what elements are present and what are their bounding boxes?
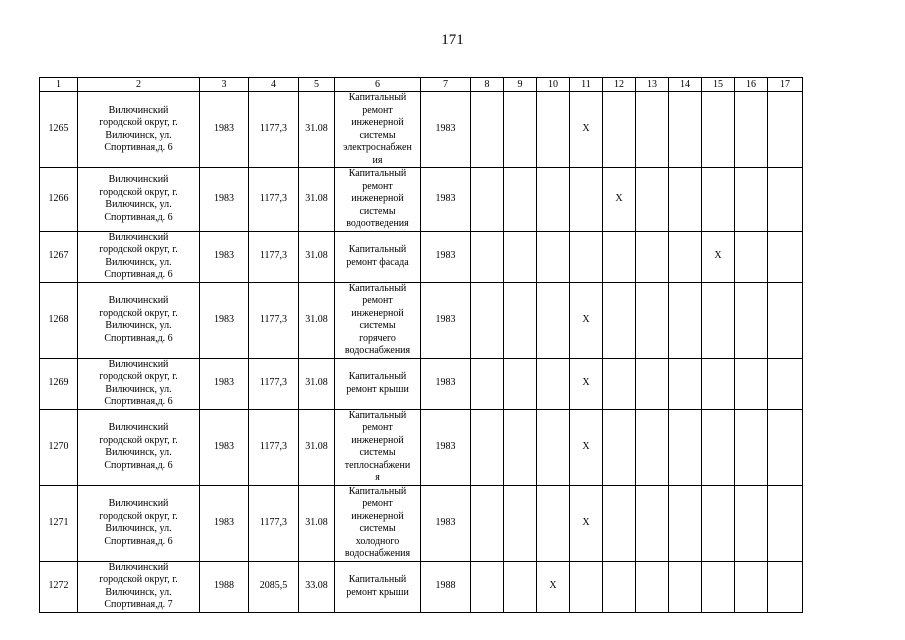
period-cell-16 (735, 92, 768, 168)
period-cell-8 (471, 485, 504, 561)
cell-line: Спортивная,д. 6 (104, 142, 173, 153)
address-cell (78, 358, 200, 409)
cell-line: ремонт крыши (346, 383, 409, 395)
table-row (40, 409, 803, 485)
year-cell: 1983 (421, 168, 471, 232)
period-cell-12 (603, 409, 636, 485)
cell-line: городской округ, г. (99, 307, 178, 319)
period-cell-16 (735, 168, 768, 232)
column-header: 5 (299, 78, 335, 92)
cell-line: ремонт крыши (346, 586, 409, 598)
table-row (40, 92, 803, 168)
cell-line: городской округ, г. (99, 574, 178, 585)
period-cell-12 (603, 231, 636, 282)
cell-line: инженерной (351, 434, 404, 446)
cell-line: горячего (359, 332, 396, 344)
year-cell: 1983 (421, 92, 471, 168)
address-cell (78, 409, 200, 485)
row-number-cell: 1267 (40, 231, 78, 282)
period-cell-14 (669, 168, 702, 232)
column-header: 3 (200, 78, 249, 92)
wear-cell: 31.08 (299, 282, 335, 358)
period-cell-17 (768, 282, 803, 358)
cell-line: инженерной (351, 193, 404, 204)
cell-line: инженерной (351, 510, 404, 522)
cell-line: системы (359, 447, 396, 458)
period-cell-12 (603, 92, 636, 168)
period-cell-10 (537, 231, 570, 282)
build-year-cell: 1983 (200, 485, 249, 561)
cell-line: теплоснабжени (344, 459, 411, 471)
period-cell-10 (537, 282, 570, 358)
cell-line: Вилючинск, ул. (105, 256, 172, 268)
period-cell-14 (669, 485, 702, 561)
period-cell-14 (669, 358, 702, 409)
header-row (40, 78, 803, 92)
period-cell-8 (471, 358, 504, 409)
period-cell-10 (537, 358, 570, 409)
work-type-cell (335, 282, 421, 358)
cell-line: городской округ, г. (99, 244, 178, 255)
column-header: 10 (537, 78, 570, 92)
column-header: 14 (669, 78, 702, 92)
cell-line: Капитальный (348, 409, 407, 421)
cell-line: Вилючинский (108, 104, 169, 116)
cell-line: Вилючинск, ул. (105, 199, 172, 211)
table-row (40, 358, 803, 409)
period-cell-11: Х (570, 409, 603, 485)
period-cell-12 (603, 282, 636, 358)
period-cell-8 (471, 168, 504, 232)
period-cell-16 (735, 485, 768, 561)
year-cell: 1983 (421, 409, 471, 485)
area-cell: 1177,3 (249, 282, 299, 358)
area-cell: 1177,3 (249, 409, 299, 485)
column-header: 15 (702, 78, 735, 92)
cell-line: Вилючинск, ул. (105, 523, 172, 534)
period-cell-11 (570, 168, 603, 232)
work-type-cell (335, 231, 421, 282)
wear-cell: 33.08 (299, 561, 335, 612)
cell-line: системы (359, 320, 396, 331)
column-header: 1 (40, 78, 78, 92)
row-number-cell: 1271 (40, 485, 78, 561)
capital-repair-table (39, 77, 803, 613)
work-type-cell (335, 358, 421, 409)
year-cell: 1988 (421, 561, 471, 612)
column-header: 4 (249, 78, 299, 92)
table-row (40, 231, 803, 282)
period-cell-8 (471, 231, 504, 282)
address-cell (78, 92, 200, 168)
column-header: 9 (504, 78, 537, 92)
period-cell-10 (537, 485, 570, 561)
period-cell-11 (570, 561, 603, 612)
cell-line: Вилючинск, ул. (105, 320, 172, 331)
cell-line: Вилючинский (108, 561, 169, 573)
area-cell: 1177,3 (249, 358, 299, 409)
period-cell-10 (537, 92, 570, 168)
column-header: 12 (603, 78, 636, 92)
cell-line: Капитальный (348, 244, 407, 255)
row-number-cell: 1268 (40, 282, 78, 358)
address-cell (78, 168, 200, 232)
table-row (40, 561, 803, 612)
cell-line: городской округ, г. (99, 371, 178, 382)
period-cell-16 (735, 561, 768, 612)
period-cell-10 (537, 168, 570, 232)
area-cell: 1177,3 (249, 485, 299, 561)
column-header: 13 (636, 78, 669, 92)
cell-line: Вилючинский (108, 422, 169, 433)
area-cell: 1177,3 (249, 231, 299, 282)
period-cell-14 (669, 282, 702, 358)
row-number-cell: 1272 (40, 561, 78, 612)
cell-line: системы (359, 129, 396, 141)
table-row (40, 168, 803, 232)
cell-line: ремонт фасада (346, 256, 409, 268)
period-cell-10 (537, 409, 570, 485)
period-cell-11: Х (570, 282, 603, 358)
period-cell-15 (702, 92, 735, 168)
column-header: 7 (421, 78, 471, 92)
period-cell-12 (603, 485, 636, 561)
cell-line: Спортивная,д. 6 (104, 211, 173, 223)
cell-line: электроснабжен (343, 142, 412, 153)
period-cell-9 (504, 282, 537, 358)
period-cell-17 (768, 561, 803, 612)
period-cell-12: Х (603, 168, 636, 232)
cell-line: Капитальный (348, 485, 407, 497)
cell-line: ремонт (362, 180, 393, 192)
period-cell-15 (702, 168, 735, 232)
cell-line: ремонт (362, 104, 393, 116)
work-type-cell (335, 561, 421, 612)
period-cell-11: Х (570, 485, 603, 561)
period-cell-15: Х (702, 231, 735, 282)
cell-line: Вилючинск, ул. (105, 447, 172, 458)
build-year-cell: 1983 (200, 358, 249, 409)
address-cell (78, 561, 200, 612)
period-cell-14 (669, 409, 702, 485)
period-cell-13 (636, 168, 669, 232)
wear-cell: 31.08 (299, 409, 335, 485)
period-cell-15 (702, 282, 735, 358)
year-cell: 1983 (421, 485, 471, 561)
period-cell-10: Х (537, 561, 570, 612)
cell-line: Капитальный (348, 574, 407, 585)
row-number-cell: 1265 (40, 92, 78, 168)
build-year-cell: 1983 (200, 409, 249, 485)
period-cell-17 (768, 485, 803, 561)
cell-line: инженерной (351, 307, 404, 319)
period-cell-9 (504, 409, 537, 485)
period-cell-12 (603, 561, 636, 612)
period-cell-13 (636, 409, 669, 485)
period-cell-17 (768, 168, 803, 232)
period-cell-13 (636, 358, 669, 409)
work-type-cell (335, 409, 421, 485)
address-cell (78, 485, 200, 561)
build-year-cell: 1983 (200, 168, 249, 232)
period-cell-9 (504, 168, 537, 232)
row-number-cell: 1269 (40, 358, 78, 409)
period-cell-16 (735, 409, 768, 485)
cell-line: Вилючинский (108, 295, 169, 306)
cell-line: Вилючинский (108, 358, 169, 370)
cell-line: городской округ, г. (99, 186, 178, 198)
table-row (40, 282, 803, 358)
period-cell-16 (735, 282, 768, 358)
cell-line: Капитальный (348, 168, 407, 179)
year-cell: 1983 (421, 282, 471, 358)
area-cell: 1177,3 (249, 168, 299, 232)
build-year-cell: 1983 (200, 92, 249, 168)
cell-line: системы (359, 205, 396, 217)
column-header: 11 (570, 78, 603, 92)
period-cell-17 (768, 409, 803, 485)
cell-line: Вилючинский (108, 498, 169, 509)
period-cell-13 (636, 92, 669, 168)
page-number: 171 (441, 32, 464, 48)
cell-line: Вилючинск, ул. (105, 383, 172, 395)
row-number-cell: 1266 (40, 168, 78, 232)
cell-line: Вилючинск, ул. (105, 586, 172, 598)
period-cell-11 (570, 231, 603, 282)
column-header: 17 (768, 78, 803, 92)
build-year-cell: 1983 (200, 231, 249, 282)
year-cell: 1983 (421, 358, 471, 409)
column-header: 2 (78, 78, 200, 92)
cell-line: городской округ, г. (99, 510, 178, 522)
table-row (40, 485, 803, 561)
column-header: 16 (735, 78, 768, 92)
cell-line: ия (372, 154, 383, 166)
period-cell-15 (702, 358, 735, 409)
cell-line: Капитальный (348, 371, 407, 382)
cell-line: ремонт (362, 498, 393, 509)
period-cell-15 (702, 561, 735, 612)
period-cell-9 (504, 561, 537, 612)
wear-cell: 31.08 (299, 168, 335, 232)
period-cell-14 (669, 561, 702, 612)
column-header: 8 (471, 78, 504, 92)
cell-line: ремонт (362, 295, 393, 306)
period-cell-9 (504, 92, 537, 168)
build-year-cell: 1983 (200, 282, 249, 358)
cell-line: водоснабжения (344, 345, 411, 356)
period-cell-15 (702, 485, 735, 561)
period-cell-14 (669, 92, 702, 168)
cell-line: водоотведения (346, 218, 409, 229)
cell-line: Вилючинский (108, 174, 169, 186)
year-cell: 1983 (421, 231, 471, 282)
period-cell-9 (504, 485, 537, 561)
address-cell (78, 282, 200, 358)
cell-line: Спортивная,д. 6 (104, 396, 173, 407)
cell-line: инженерной (351, 117, 404, 128)
wear-cell: 31.08 (299, 231, 335, 282)
work-type-cell (335, 168, 421, 232)
period-cell-11: Х (570, 358, 603, 409)
period-cell-9 (504, 231, 537, 282)
period-cell-8 (471, 409, 504, 485)
period-cell-8 (471, 561, 504, 612)
period-cell-16 (735, 231, 768, 282)
period-cell-13 (636, 485, 669, 561)
period-cell-15 (702, 409, 735, 485)
build-year-cell: 1988 (200, 561, 249, 612)
cell-line: Спортивная,д. 6 (104, 535, 173, 547)
period-cell-13 (636, 231, 669, 282)
period-cell-13 (636, 561, 669, 612)
cell-line: Спортивная,д. 6 (104, 332, 173, 344)
cell-line: Вилючинск, ул. (105, 129, 172, 141)
area-cell: 2085,5 (249, 561, 299, 612)
wear-cell: 31.08 (299, 358, 335, 409)
period-cell-17 (768, 358, 803, 409)
area-cell: 1177,3 (249, 92, 299, 168)
period-cell-17 (768, 92, 803, 168)
cell-line: городской округ, г. (99, 434, 178, 446)
period-cell-11: Х (570, 92, 603, 168)
period-cell-17 (768, 231, 803, 282)
cell-line: ремонт (362, 422, 393, 433)
cell-line: холодного (355, 535, 400, 547)
wear-cell: 31.08 (299, 485, 335, 561)
period-cell-14 (669, 231, 702, 282)
cell-line: водоснабжения (344, 548, 411, 559)
work-type-cell (335, 92, 421, 168)
cell-line: Капитальный (348, 282, 407, 294)
column-header: 6 (335, 78, 421, 92)
cell-line: Вилючинский (108, 231, 169, 243)
period-cell-12 (603, 358, 636, 409)
cell-line: я (375, 472, 380, 483)
address-cell (78, 231, 200, 282)
work-type-cell (335, 485, 421, 561)
cell-line: Спортивная,д. 6 (104, 269, 173, 280)
period-cell-9 (504, 358, 537, 409)
cell-line: Капитальный (348, 92, 407, 103)
period-cell-8 (471, 92, 504, 168)
period-cell-8 (471, 282, 504, 358)
wear-cell: 31.08 (299, 92, 335, 168)
cell-line: городской округ, г. (99, 117, 178, 128)
cell-line: системы (359, 523, 396, 534)
period-cell-16 (735, 358, 768, 409)
period-cell-13 (636, 282, 669, 358)
cell-line: Спортивная,д. 6 (104, 459, 173, 471)
cell-line: Спортивная,д. 7 (104, 599, 173, 610)
row-number-cell: 1270 (40, 409, 78, 485)
